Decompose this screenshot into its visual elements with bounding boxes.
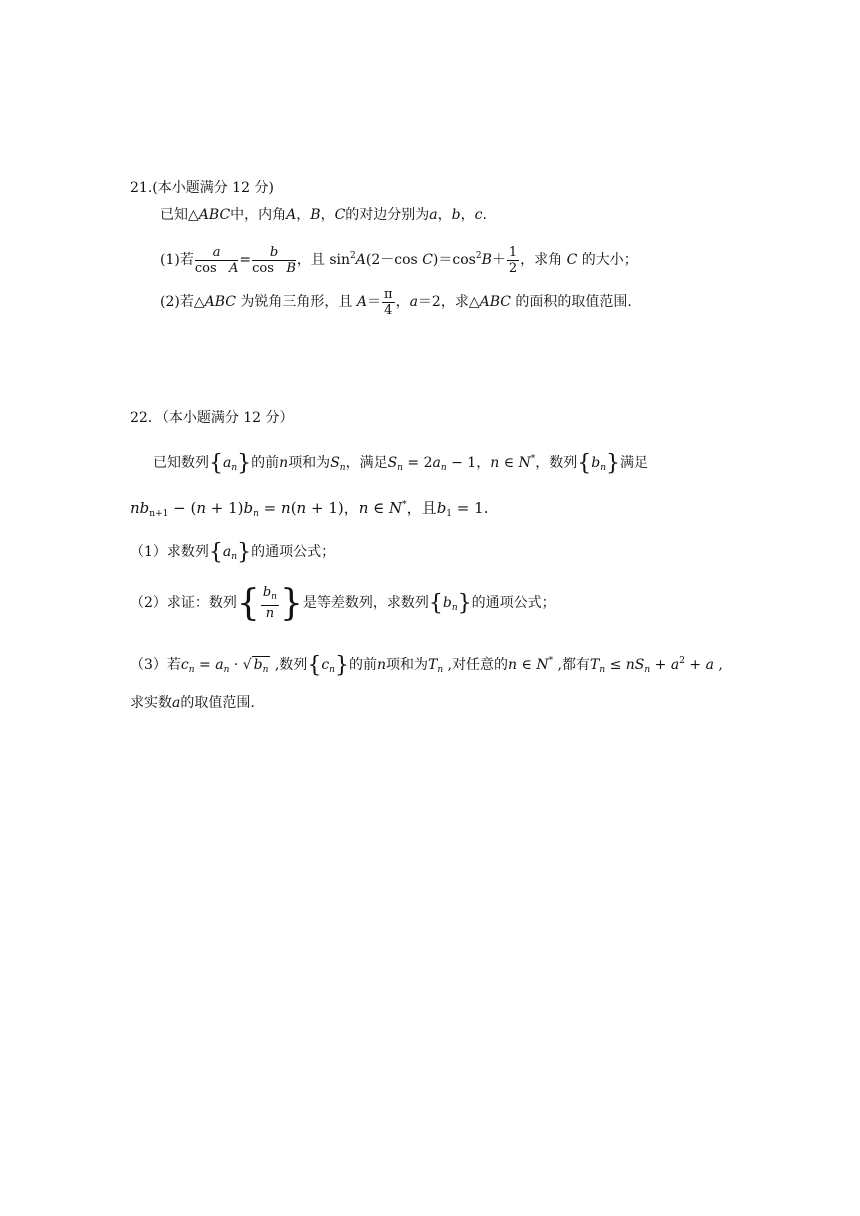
- subscript: n: [451, 603, 458, 613]
- text: ，: [320, 207, 335, 223]
- math-var: n: [376, 657, 386, 673]
- q22-line1: [153, 444, 648, 483]
- text: 的面积的取值范围.: [510, 294, 632, 310]
- text: ∈: [517, 657, 537, 673]
- text: +: [684, 657, 706, 673]
- text: + 1): [206, 499, 244, 517]
- text: ＝: [367, 294, 382, 310]
- fraction-numerator: a: [195, 245, 239, 261]
- fraction: [382, 287, 395, 318]
- math-var: a: [172, 695, 181, 711]
- right-brace: }: [334, 653, 349, 678]
- math-var: C: [422, 252, 433, 268]
- text: ,都有: [553, 657, 590, 673]
- text: .: [482, 207, 487, 223]
- text: ，数列: [535, 455, 578, 471]
- fraction: [195, 245, 239, 276]
- subscript: n: [339, 463, 346, 473]
- math-var: B: [286, 260, 296, 276]
- math-var: A: [355, 252, 366, 268]
- fraction-numerator: [261, 585, 279, 606]
- math-var: n: [508, 657, 518, 673]
- fraction-numerator: b: [252, 245, 296, 261]
- math-var: ABC: [204, 294, 236, 310]
- text: )＝cos: [432, 252, 476, 268]
- text: ,: [713, 657, 723, 673]
- text: 的前: [251, 455, 280, 471]
- func-name: cos: [194, 260, 217, 276]
- text: 项和为: [288, 455, 331, 471]
- math-var: a: [670, 657, 680, 673]
- math-var: n: [196, 499, 206, 517]
- math-var: b: [253, 657, 263, 673]
- q22-part2: [130, 580, 556, 631]
- math-var: A: [356, 294, 368, 310]
- fraction-denominator: n: [265, 606, 275, 621]
- math-var: b: [139, 499, 150, 517]
- math-var: n: [279, 455, 289, 471]
- fraction-numerator: 1: [508, 244, 518, 260]
- math-var: b: [591, 455, 601, 471]
- sqrt-radicand: [252, 656, 271, 673]
- right-brace: }: [237, 451, 252, 476]
- text: − (: [168, 499, 197, 517]
- q21-intro: [160, 205, 487, 225]
- left-brace: {: [208, 540, 223, 565]
- math-var: T: [427, 657, 438, 673]
- func-name: cos: [252, 260, 274, 276]
- math-var: a: [409, 294, 418, 310]
- text: ，: [476, 455, 491, 471]
- text: ≤: [605, 657, 626, 673]
- right-brace: }: [279, 583, 303, 624]
- math-var: A: [229, 260, 239, 276]
- subscript: n: [599, 665, 606, 675]
- text: .: [483, 499, 489, 517]
- text: ∈: [368, 499, 390, 517]
- text: =: [239, 252, 252, 268]
- text: ，: [437, 207, 452, 223]
- part-label: （3）若: [130, 657, 181, 673]
- q21-header: [130, 178, 274, 198]
- text: 项和为: [385, 657, 428, 673]
- superscript: *: [402, 500, 407, 510]
- q22-header: [130, 408, 294, 428]
- subscript: n: [644, 665, 651, 675]
- q22-header-text: 22．（本小题满分 12 分）: [130, 410, 294, 426]
- text: 满足: [620, 455, 649, 471]
- right-brace: }: [237, 540, 252, 565]
- fraction: [261, 585, 279, 621]
- superscript: 2: [350, 251, 356, 261]
- subscript: n: [253, 509, 259, 519]
- math-var: C: [334, 207, 346, 223]
- superscript: 2: [475, 251, 482, 261]
- left-brace: {: [209, 451, 223, 476]
- text: (: [290, 499, 297, 517]
- text: ，: [343, 499, 359, 517]
- subscript: n: [188, 665, 195, 675]
- part-label: (2)若△: [160, 294, 205, 310]
- math-var: B: [481, 252, 492, 268]
- text: ，且 sin: [296, 252, 351, 268]
- math-var: a: [222, 544, 232, 560]
- text: 的取值范围.: [180, 695, 255, 711]
- fraction: [252, 245, 296, 276]
- left-brace: {: [236, 583, 260, 624]
- q21-header-text: 21.(本小题满分 12 分): [130, 180, 274, 196]
- math-var: N: [536, 657, 549, 673]
- left-brace: {: [428, 591, 443, 616]
- subscript: n: [600, 463, 607, 473]
- superscript: *: [530, 454, 536, 464]
- subscript: 1: [446, 509, 453, 519]
- math-var: N: [389, 499, 403, 517]
- left-brace: {: [307, 653, 322, 678]
- math-var: c: [180, 657, 189, 673]
- text: 的通项公式；: [471, 595, 556, 611]
- subscript: n: [262, 665, 269, 675]
- q22-part3: [130, 646, 723, 685]
- left-brace: {: [577, 451, 592, 476]
- math-var: A: [286, 207, 297, 223]
- q21-part2: [160, 282, 632, 322]
- text: ,数列: [270, 657, 308, 673]
- text: = 2: [402, 455, 433, 471]
- text: 中，内角: [230, 207, 287, 223]
- text: ，求角: [520, 252, 567, 268]
- subscript: n: [231, 463, 238, 473]
- math-var: b: [436, 499, 447, 517]
- math-var: b: [262, 585, 272, 600]
- math-var: T: [589, 657, 600, 673]
- fraction-denominator: [252, 261, 296, 276]
- math-var: n: [490, 455, 500, 471]
- subscript: n: [231, 552, 238, 562]
- math-var: B: [310, 207, 321, 223]
- text: 的通项公式；: [251, 544, 336, 560]
- math-var: a: [432, 455, 441, 471]
- text: 求实数: [130, 695, 172, 711]
- fraction: [507, 245, 519, 276]
- text: = 1: [452, 499, 484, 517]
- text: +: [650, 657, 671, 673]
- math-var: ABC: [198, 207, 231, 223]
- subscript: n: [440, 463, 447, 473]
- math-var: n: [130, 499, 140, 517]
- text: ＋: [491, 252, 506, 268]
- right-brace: }: [606, 451, 621, 476]
- q22-part3-line2: [130, 690, 255, 716]
- fraction-numerator: π: [384, 286, 393, 302]
- text: ，: [395, 294, 410, 310]
- math-var: n: [358, 499, 369, 517]
- text: 为锐角三角形，且: [235, 294, 357, 310]
- fraction-denominator: 2: [508, 260, 518, 276]
- fraction-denominator: [195, 261, 239, 276]
- math-var: n: [296, 499, 307, 517]
- text: + 1): [306, 499, 344, 517]
- text: 已知△: [160, 207, 199, 223]
- text: ，: [296, 207, 311, 223]
- text: ，且: [406, 499, 437, 517]
- math-var: S: [634, 657, 645, 673]
- math-var: b: [442, 595, 452, 611]
- part-label: （2）求证：数列: [130, 595, 237, 611]
- subscript: n: [223, 665, 230, 675]
- subscript: n: [271, 592, 277, 602]
- q22-part1: [130, 537, 335, 572]
- right-brace: }: [457, 591, 472, 616]
- superscript: 2: [679, 656, 685, 666]
- superscript: *: [548, 656, 554, 666]
- text: ·: [229, 657, 243, 673]
- math-var: C: [566, 252, 578, 268]
- sqrt-symbol: √: [242, 657, 252, 673]
- text: 已知数列: [153, 455, 209, 471]
- math-var: a: [223, 455, 232, 471]
- math-var: a: [705, 657, 714, 673]
- part-label: (1)若: [160, 252, 194, 268]
- subscript: n+1: [149, 509, 169, 519]
- math-var: N: [518, 455, 531, 471]
- text: 是等差数列，求数列: [302, 595, 429, 611]
- q22-line2: [130, 490, 488, 529]
- math-var: a: [215, 657, 224, 673]
- math-var: b: [243, 499, 254, 517]
- text: 的前: [348, 657, 377, 673]
- subscript: n: [397, 463, 403, 473]
- text: ∈: [499, 455, 519, 471]
- fraction-denominator: 4: [384, 302, 393, 318]
- text: ，: [460, 207, 475, 223]
- math-var: c: [321, 657, 330, 673]
- math-var: ABC: [479, 294, 511, 310]
- text: =: [258, 499, 282, 517]
- math-var: S: [330, 455, 340, 471]
- text: ,对任意的: [443, 657, 509, 673]
- text: ，满足: [345, 455, 388, 471]
- text: =: [194, 657, 216, 673]
- math-var: c: [474, 207, 483, 223]
- math-var: S: [387, 455, 398, 471]
- subscript: n: [437, 665, 444, 675]
- text: ＝2，求△: [417, 294, 480, 310]
- math-var: n: [281, 499, 291, 517]
- text: 的大小；: [577, 252, 638, 268]
- math-var: b: [451, 207, 461, 223]
- q21-part1: [160, 236, 638, 280]
- math-var: n: [625, 657, 635, 673]
- text: − 1: [446, 455, 477, 471]
- subscript: n: [329, 665, 335, 675]
- text: 的对边分别为: [345, 207, 430, 223]
- math-var: a: [429, 207, 438, 223]
- part-label: （1）求数列: [130, 544, 209, 560]
- text: (2－cos: [365, 252, 423, 268]
